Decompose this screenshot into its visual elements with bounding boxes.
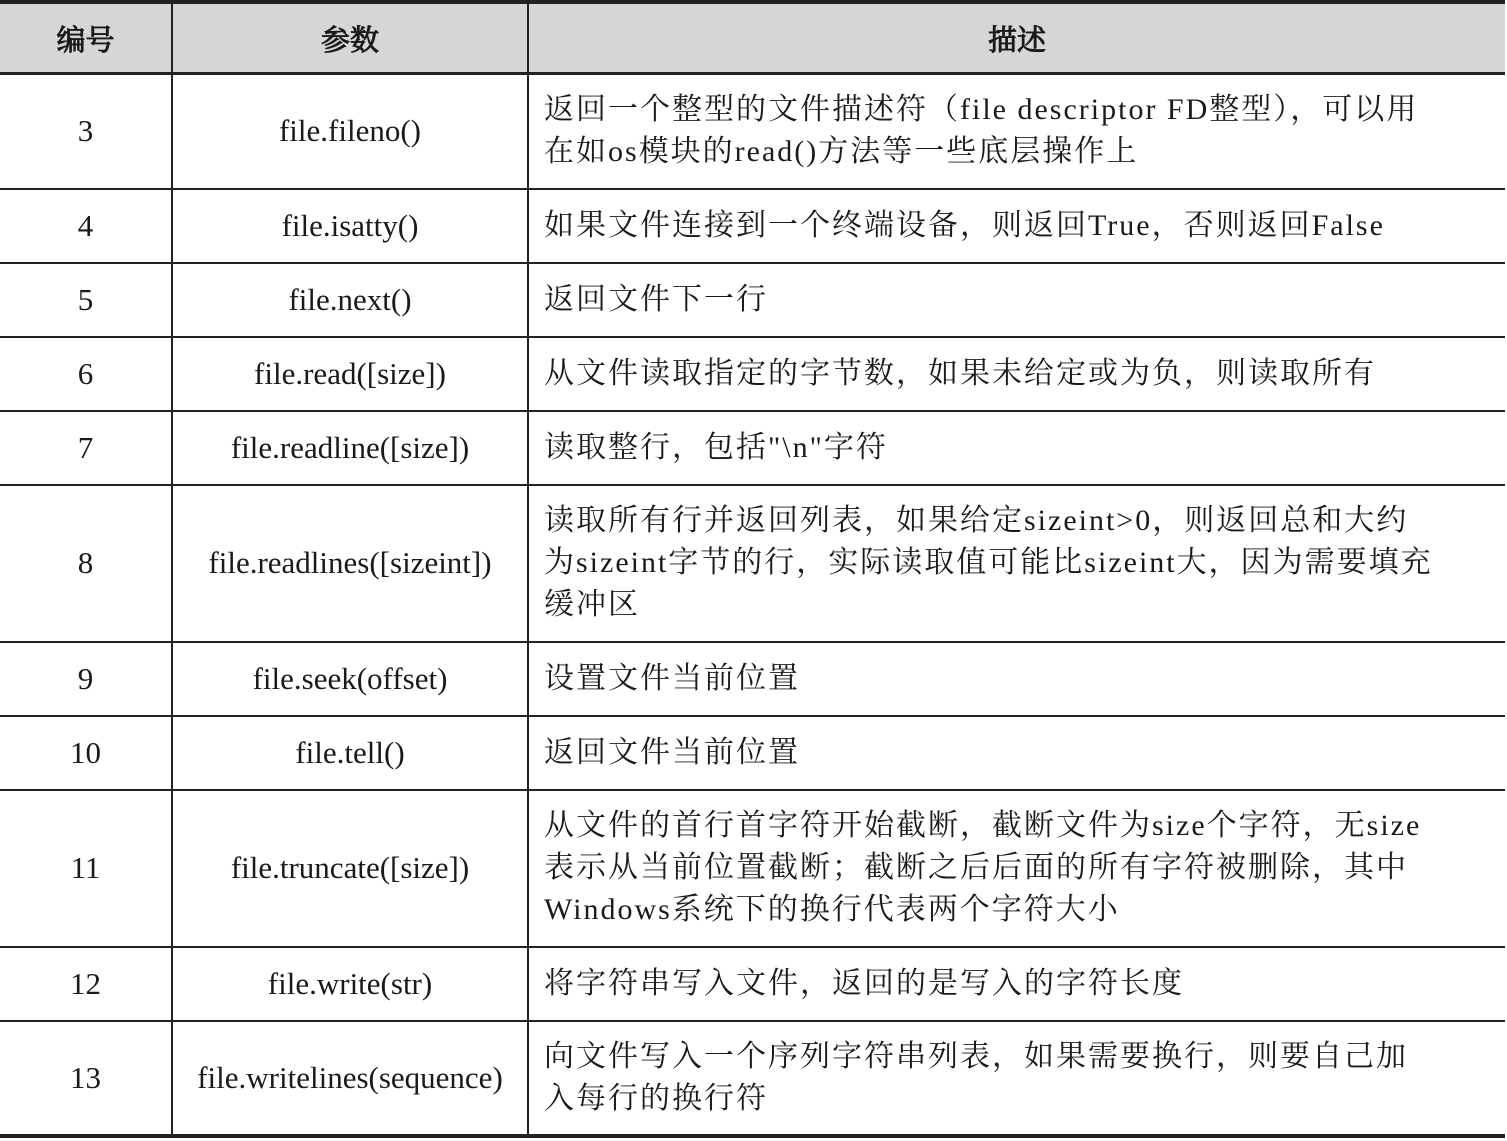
cell-desc	[528, 1021, 1505, 1136]
cell-desc	[528, 485, 1505, 642]
desc-line: 表示从当前位置截断；截断之后后面的所有字符被删除，其中	[544, 851, 1408, 884]
cell-param: file.isatty()	[172, 189, 528, 263]
cell-param: file.fileno()	[172, 74, 528, 189]
cell-num: 6	[0, 337, 172, 411]
desc-line: 读取所有行并返回列表，如果给定sizeint>0，则返回总和大约	[544, 504, 1409, 537]
cell-desc	[528, 337, 1505, 411]
desc-line: 返回文件下一行	[544, 282, 768, 316]
cell-num: 9	[0, 642, 172, 716]
table-row	[0, 189, 1505, 263]
cell-desc	[528, 189, 1505, 263]
desc-line: 从文件读取指定的字节数，如果未给定或为负，则读取所有	[544, 356, 1376, 390]
table-row	[0, 716, 1505, 790]
desc-line: 读取整行，包括"\n"字符	[544, 430, 888, 464]
cell-num: 5	[0, 263, 172, 337]
desc-line: 为sizeint字节的行，实际读取值可能比sizeint大，因为需要填充	[544, 546, 1433, 579]
table-row	[0, 74, 1505, 189]
cell-num: 12	[0, 947, 172, 1021]
cell-desc	[528, 716, 1505, 790]
cell-param: file.write(str)	[172, 947, 528, 1021]
header-param: 参数	[172, 2, 528, 74]
cell-param: file.writelines(sequence)	[172, 1021, 528, 1136]
table-row	[0, 790, 1505, 947]
cell-desc	[528, 790, 1505, 947]
table-row	[0, 642, 1505, 716]
table-row	[0, 485, 1505, 642]
cell-desc	[528, 642, 1505, 716]
cell-num: 3	[0, 74, 172, 189]
desc-line: Windows系统下的换行代表两个字符大小	[544, 893, 1120, 926]
desc-line: 从文件的首行首字符开始截断，截断文件为size个字符，无size	[544, 809, 1422, 842]
table-body	[0, 74, 1505, 1136]
desc-line: 返回文件当前位置	[544, 735, 800, 769]
table-header	[0, 2, 1505, 74]
desc-line: 缓冲区	[544, 588, 640, 621]
cell-desc	[528, 74, 1505, 189]
desc-line: 向文件写入一个序列字符串列表，如果需要换行，则要自己加	[544, 1039, 1408, 1073]
cell-param: file.tell()	[172, 716, 528, 790]
cell-num: 11	[0, 790, 172, 947]
desc-line: 在如os模块的read()方法等一些底层操作上	[544, 135, 1139, 169]
table-row	[0, 947, 1505, 1021]
cell-desc	[528, 411, 1505, 485]
cell-param: file.next()	[172, 263, 528, 337]
cell-param: file.read([size])	[172, 337, 528, 411]
header-row	[0, 2, 1505, 74]
cell-num: 10	[0, 716, 172, 790]
header-desc: 描述	[528, 2, 1505, 74]
table-row	[0, 411, 1505, 485]
cell-param: file.seek(offset)	[172, 642, 528, 716]
cell-param: file.readline([size])	[172, 411, 528, 485]
desc-line: 返回一个整型的文件描述符（file descriptor FD整型），可以用	[544, 93, 1419, 127]
cell-num: 13	[0, 1021, 172, 1136]
cell-num: 7	[0, 411, 172, 485]
cell-num: 4	[0, 189, 172, 263]
header-num: 编号	[0, 2, 172, 74]
cell-desc	[528, 263, 1505, 337]
cell-num: 8	[0, 485, 172, 642]
desc-line: 设置文件当前位置	[544, 661, 800, 695]
desc-line: 如果文件连接到一个终端设备，则返回True，否则返回False	[544, 208, 1385, 242]
table-row	[0, 337, 1505, 411]
table-row	[0, 263, 1505, 337]
desc-line: 入每行的换行符	[544, 1081, 768, 1115]
cell-desc	[528, 947, 1505, 1021]
table-row	[0, 1021, 1505, 1136]
desc-line: 将字符串写入文件，返回的是写入的字符长度	[544, 966, 1184, 1000]
cell-param: file.readlines([sizeint])	[172, 485, 528, 642]
cell-param: file.truncate([size])	[172, 790, 528, 947]
